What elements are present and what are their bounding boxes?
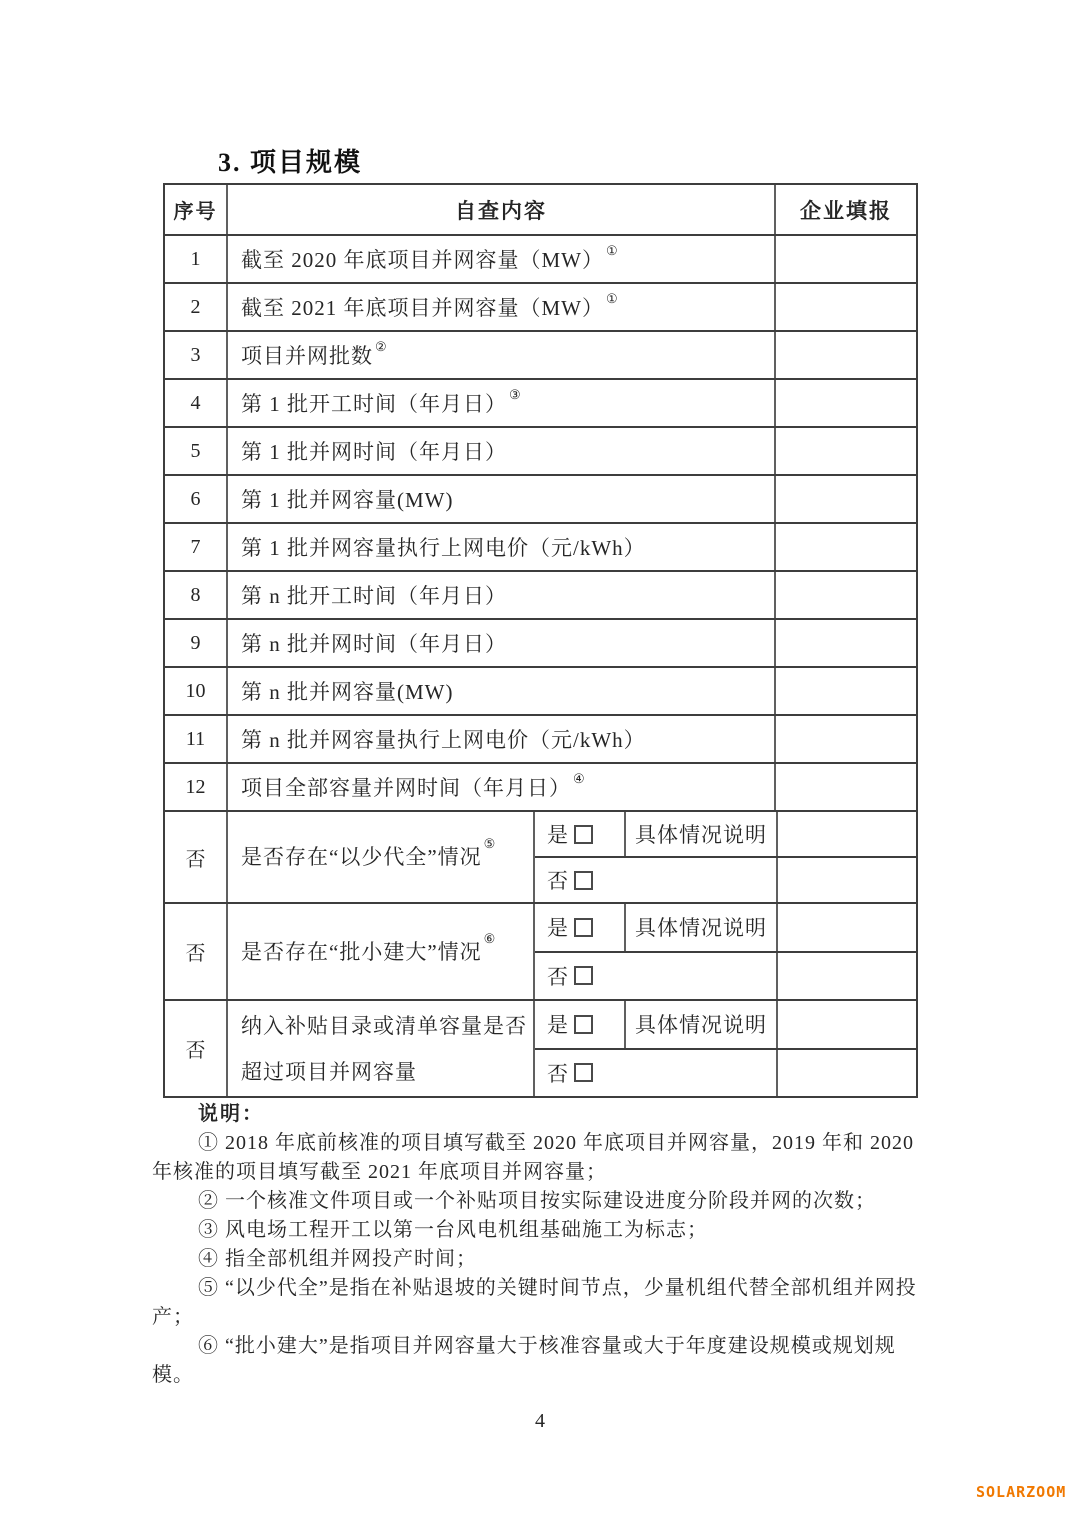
yes-checkbox[interactable] <box>574 1015 593 1034</box>
table-row <box>165 282 916 330</box>
note-item: ④ 指全部机组并网投产时间； <box>198 1248 477 1270</box>
table-row <box>165 762 916 810</box>
no-option <box>535 1050 776 1097</box>
footnote-mark: ⑥ <box>483 930 497 946</box>
company-fill-cell <box>774 380 916 426</box>
table-row <box>165 474 916 522</box>
row-text: 截至 2021 年底项目并网容量（MW） <box>241 296 604 320</box>
row-text: 第 n 批开工时间（年月日） <box>241 584 507 608</box>
row-number: 否 <box>185 848 206 871</box>
row-number: 3 <box>190 343 201 366</box>
note-item: ① 2018 年底前核准的项目填写截至 2020 年底项目并网容量，2019 年和 2020 年核准的项目填写截至 2021 年底项目并网容量； <box>152 1132 914 1183</box>
row-content <box>226 620 774 666</box>
row-content <box>226 428 774 474</box>
no-subrow <box>535 951 916 1000</box>
row-text: 第 1 批开工时间（年月日） <box>241 392 507 416</box>
row-number: 5 <box>190 439 201 462</box>
header-company: 企业填报 <box>774 185 916 234</box>
table-row <box>165 234 916 282</box>
table-row <box>165 522 916 570</box>
company-fill-cell <box>776 858 916 902</box>
yes-option <box>535 812 624 856</box>
solarzoom-watermark: SOLARZOOM <box>976 1483 1067 1501</box>
note-item: ③ 风电场工程开工以第一台风电机组基础施工为标志； <box>198 1219 708 1241</box>
section-title: 3. 项目规模 <box>218 148 363 177</box>
notes-label: 说明： <box>198 1103 264 1125</box>
company-fill-cell <box>774 572 916 618</box>
no-subrow <box>535 1048 916 1097</box>
no-subrow <box>535 856 916 902</box>
table-row <box>165 426 916 474</box>
row-number: 否 <box>185 943 206 965</box>
row-text: 截至 2020 年底项目并网容量（MW） <box>241 248 604 272</box>
table-row <box>165 618 916 666</box>
no-label: 否 <box>547 869 569 893</box>
no-label: 否 <box>547 964 569 989</box>
header-content: 自查内容 <box>226 185 774 234</box>
row-number: 12 <box>185 775 206 798</box>
row-text: 是否存在“以少代全”情况⑤ <box>241 836 497 869</box>
footnote-mark: ⑤ <box>483 836 497 851</box>
row-content: 截至 2020 年底项目并网容量（MW） ① <box>226 236 774 282</box>
row-number: 8 <box>190 583 201 606</box>
table-row <box>165 570 916 618</box>
row-text: 第 n 批并网容量(MW) <box>241 680 454 704</box>
row-content: 第 1 批开工时间（年月日） ③ <box>226 380 774 426</box>
row-text: 第 n 批并网容量执行上网电价（元/kWh） <box>241 728 646 752</box>
yes-label: 是 <box>547 823 569 847</box>
self-check-table <box>163 183 918 1098</box>
row-number: 2 <box>190 295 201 318</box>
detail-label: 具体情况说明 <box>624 1001 776 1048</box>
row-content <box>226 524 774 570</box>
yes-subrow <box>535 904 916 951</box>
table-row <box>165 378 916 426</box>
table-row-yesno <box>165 999 916 1096</box>
company-fill-cell <box>774 716 916 762</box>
row-text: 是否存在“批小建大”情况⑥ <box>241 930 497 964</box>
yes-option <box>535 904 624 951</box>
detail-label: 具体情况说明 <box>624 904 776 951</box>
yesno-block <box>533 812 916 902</box>
header-no: 序号 <box>173 201 218 223</box>
company-fill-cell <box>774 620 916 666</box>
company-fill-cell <box>774 332 916 378</box>
row-text: 纳入补贴目录或清单容量是否超过项目并网容量 <box>241 1013 527 1084</box>
table-row <box>165 714 916 762</box>
row-text: 项目并网批数 <box>241 344 373 368</box>
company-fill-cell <box>774 284 916 330</box>
no-checkbox[interactable] <box>574 871 593 890</box>
yesno-block <box>533 904 916 999</box>
row-text: 项目全部容量并网时间（年月日） <box>241 776 571 800</box>
row-content <box>226 904 533 999</box>
row-content: 项目并网批数 ② <box>226 332 774 378</box>
company-fill-cell <box>774 428 916 474</box>
yes-subrow <box>535 812 916 856</box>
row-content: 截至 2021 年底项目并网容量（MW） ① <box>226 284 774 330</box>
no-option <box>535 953 776 1000</box>
company-fill-cell <box>776 1001 916 1048</box>
table-row-yesno <box>165 810 916 902</box>
yes-option <box>535 1001 624 1048</box>
row-text: 第 1 批并网时间（年月日） <box>241 440 507 464</box>
company-fill-cell <box>776 904 916 951</box>
row-content <box>226 476 774 522</box>
row-content <box>226 572 774 618</box>
notes-section <box>152 1100 936 1390</box>
note-item: ⑤ “以少代全”是指在补贴退坡的关键时间节点，少量机组代替全部机组并网投产； <box>152 1277 917 1328</box>
table-row-yesno <box>165 902 916 999</box>
no-checkbox[interactable] <box>574 966 593 985</box>
row-number: 11 <box>185 727 206 750</box>
row-number: 否 <box>185 1040 206 1062</box>
row-number: 10 <box>185 679 206 702</box>
row-text: 第 1 批并网容量(MW) <box>241 488 454 512</box>
row-number: 9 <box>190 631 201 654</box>
row-text: 第 1 批并网容量执行上网电价（元/kWh） <box>241 536 646 560</box>
company-fill-cell <box>774 668 916 714</box>
yes-label: 是 <box>547 916 569 941</box>
no-label: 否 <box>547 1061 569 1086</box>
row-number: 6 <box>190 487 201 510</box>
row-text: 第 n 批并网时间（年月日） <box>241 632 507 656</box>
page-number: 4 <box>535 1410 545 1432</box>
row-content <box>226 812 533 902</box>
company-fill-cell <box>774 236 916 282</box>
yes-checkbox[interactable] <box>574 918 593 937</box>
row-content <box>226 668 774 714</box>
row-content <box>226 1001 533 1096</box>
table-row <box>165 330 916 378</box>
row-number: 4 <box>190 391 201 414</box>
company-fill-cell <box>776 1050 916 1097</box>
company-fill-cell <box>776 953 916 1000</box>
company-fill-cell <box>774 524 916 570</box>
detail-label: 具体情况说明 <box>624 812 776 856</box>
yes-label: 是 <box>547 1013 569 1038</box>
table-header-row <box>165 185 916 234</box>
row-content: 项目全部容量并网时间（年月日） ④ <box>226 764 774 810</box>
row-content <box>226 716 774 762</box>
row-number: 7 <box>190 535 201 558</box>
no-checkbox[interactable] <box>574 1063 593 1082</box>
note-item: ⑥ “批小建大”是指项目并网容量大于核准容量或大于年度建设规模或规划规模。 <box>152 1335 896 1386</box>
yes-subrow <box>535 1001 916 1048</box>
company-fill-cell <box>774 476 916 522</box>
yes-checkbox[interactable] <box>574 825 593 844</box>
no-option <box>535 858 776 902</box>
note-item: ② 一个核准文件项目或一个补贴项目按实际建设进度分阶段并网的次数； <box>198 1190 876 1212</box>
table-row <box>165 666 916 714</box>
company-fill-cell <box>774 764 916 810</box>
company-fill-cell <box>776 812 916 856</box>
yesno-block <box>533 1001 916 1096</box>
row-number: 1 <box>190 247 201 270</box>
